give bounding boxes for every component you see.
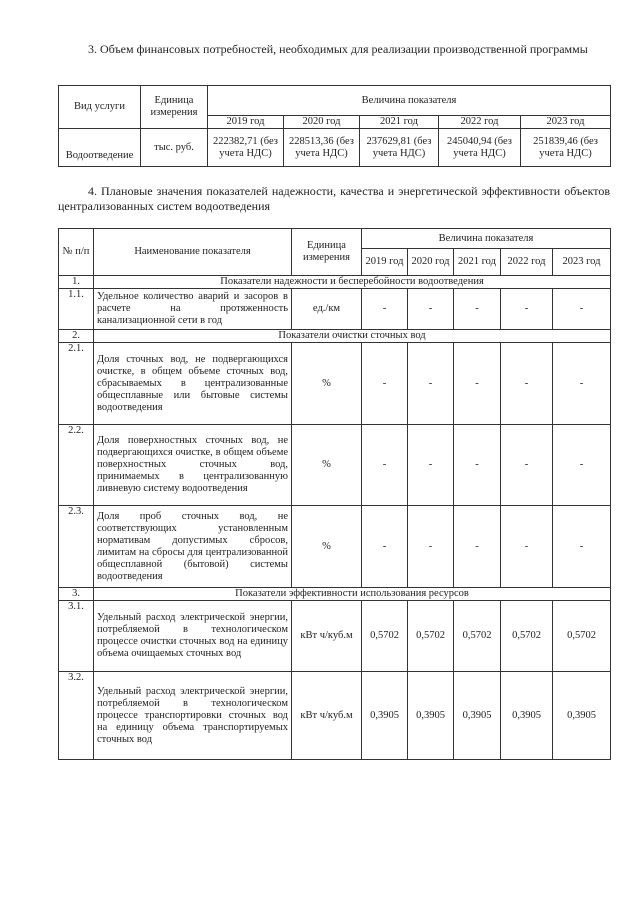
year-header: 2020 год (284, 116, 360, 129)
unit-cell: тыс. руб. (141, 129, 208, 167)
value-cell: 0,3905 (408, 672, 454, 760)
group-num: 2. (59, 330, 94, 343)
value-cell: - (454, 506, 501, 588)
table-row (59, 601, 611, 672)
table-row (59, 343, 611, 425)
indicator-name: Удельный расход электрической энергии, потребляемой в технологическом процессе очистки сточных вод на единицу объема очищаемых сточных вод (94, 601, 292, 672)
group-title: Показатели надежности и бесперебойности водоотведения (94, 276, 611, 289)
row-num: 3.1. (59, 601, 94, 672)
row-num: 1.1. (59, 289, 94, 330)
value-cell: - (408, 425, 454, 506)
header-value: Величина показателя (362, 229, 611, 249)
header-name: Наименование показателя (94, 229, 292, 276)
value-cell: - (454, 425, 501, 506)
value-cell: - (362, 506, 408, 588)
value-cell: 0,5702 (553, 601, 611, 672)
value-cell: 222382,71 (без учета НДС) (208, 129, 284, 167)
year-header: 2019 год (208, 116, 284, 129)
year-header: 2023 год (521, 116, 611, 129)
year-header: 2021 год (360, 116, 439, 129)
value-cell: - (501, 289, 553, 330)
group-row (59, 330, 611, 343)
value-cell: - (408, 289, 454, 330)
header-num: № п/п (59, 229, 94, 276)
value-cell: - (501, 506, 553, 588)
value-cell: 228513,36 (без учета НДС) (284, 129, 360, 167)
value-cell: - (454, 289, 501, 330)
unit-cell: % (292, 425, 362, 506)
year-header: 2019 год (362, 249, 408, 276)
group-title: Показатели эффективности использования ресурсов (94, 588, 611, 601)
value-cell: 0,3905 (454, 672, 501, 760)
section4-heading: 4. Плановые значения показателей надежности, качества и энергетической эффективности объектов централизованных систем водоотведения (58, 184, 610, 213)
row-num: 3.2. (59, 672, 94, 760)
value-cell: 251839,46 (без учета НДС) (521, 129, 611, 167)
unit-cell: ед./км (292, 289, 362, 330)
year-header: 2020 год (408, 249, 454, 276)
value-cell: 0,3905 (553, 672, 611, 760)
indicator-name: Удельное количество аварий и засоров в расчете на протяженность канализационной сети в год (94, 289, 292, 330)
unit-cell: % (292, 343, 362, 425)
value-cell: 245040,94 (без учета НДС) (439, 129, 521, 167)
table-row (59, 129, 611, 167)
value-cell: - (553, 289, 611, 330)
value-cell: - (408, 343, 454, 425)
service-cell: Водоотведение (59, 129, 141, 167)
value-cell: 237629,81 (без учета НДС) (360, 129, 439, 167)
header-service: Вид услуги (59, 86, 141, 129)
table-row (59, 506, 611, 588)
value-cell: 0,5702 (454, 601, 501, 672)
row-num: 2.3. (59, 506, 94, 588)
value-cell: - (553, 506, 611, 588)
value-cell: 0,5702 (362, 601, 408, 672)
year-header: 2023 год (553, 249, 611, 276)
header-unit: Единица измерения (292, 229, 362, 276)
value-cell: 0,3905 (362, 672, 408, 760)
header-value: Величина показателя (208, 86, 611, 116)
year-header: 2022 год (501, 249, 553, 276)
group-title: Показатели очистки сточных вод (94, 330, 611, 343)
unit-cell: кВт ч/куб.м (292, 601, 362, 672)
value-cell: - (408, 506, 454, 588)
unit-cell: % (292, 506, 362, 588)
year-header: 2021 год (454, 249, 501, 276)
row-num: 2.2. (59, 425, 94, 506)
value-cell: - (501, 343, 553, 425)
group-num: 3. (59, 588, 94, 601)
group-num: 1. (59, 276, 94, 289)
value-cell: - (553, 425, 611, 506)
value-cell: - (454, 343, 501, 425)
year-header: 2022 год (439, 116, 521, 129)
group-row (59, 588, 611, 601)
indicators-table (58, 228, 611, 760)
indicator-name: Доля проб сточных вод, не соответствующих установленным нормативам допустимых сбросов, лимитам на сбросы для централизованной общесплавной (бытовой) системы водоотведения (94, 506, 292, 588)
financial-needs-table (58, 85, 611, 167)
value-cell: 0,5702 (408, 601, 454, 672)
indicator-name: Удельный расход электрической энергии, потребляемой в технологическом процессе транспортировки сточных вод на единицу объема транспортируемых сточных вод (94, 672, 292, 760)
indicator-name: Доля сточных вод, не подвергающихся очистке, в общем объеме сточных вод, сбрасываемых в централизованные общесплавные или бытовые системы водоотведения (94, 343, 292, 425)
table-row (59, 425, 611, 506)
value-cell: - (362, 343, 408, 425)
section3-heading: 3. Объем финансовых потребностей, необходимых для реализации производственной программы (88, 42, 588, 56)
group-row (59, 276, 611, 289)
unit-cell: кВт ч/куб.м (292, 672, 362, 760)
header-unit: Единица измерения (141, 86, 208, 129)
value-cell: - (362, 289, 408, 330)
indicator-name: Доля поверхностных сточных вод, не подвергающихся очистке, в общем объеме поверхностных сточных вод, принимаемых в централизованную ливневую систему водоотведения (94, 425, 292, 506)
value-cell: - (362, 425, 408, 506)
table-row (59, 289, 611, 330)
value-cell: 0,3905 (501, 672, 553, 760)
value-cell: - (501, 425, 553, 506)
value-cell: 0,5702 (501, 601, 553, 672)
row-num: 2.1. (59, 343, 94, 425)
value-cell: - (553, 343, 611, 425)
table-row (59, 672, 611, 760)
